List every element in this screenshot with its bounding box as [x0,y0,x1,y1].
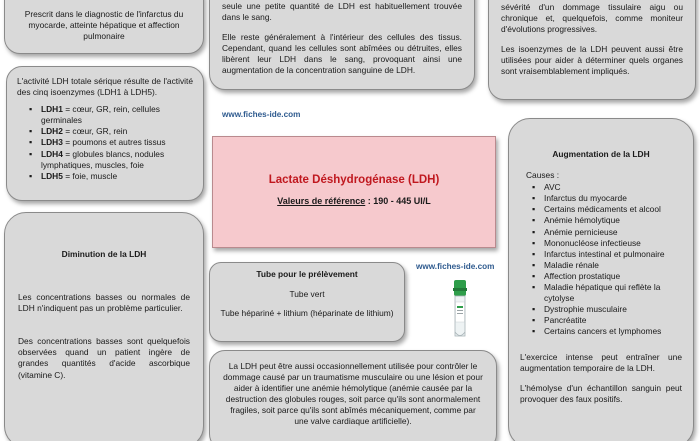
diminution-text-1: Les concentrations basses ou normales de LDH n'indiquent pas un problème particulier. [18,292,190,314]
usage-card [209,350,497,441]
isoenzymes-use-text-1: sévérité d'un dommage tissulaire aigu ou chronique et, quelquefois, comme moniteur d'évolutions progressives. [501,2,683,35]
causes-list [520,182,682,337]
usage-text: La LDH peut être aussi occasionnellement utilisée pour contrôler le dommage causé par un traumatisme musculaire ou une lésion et pour aider à identifier une anémie hémolytique (anémie causée par la destruction des globules rouges, soit parce qu'ils sont anormalement fragiles, soit parce qu'ils sont abîmés mécaniquement, comme par une valve cardiaque artificielle). [223,361,483,427]
list-item: ▪ Affection prostatique [520,271,682,282]
diagnosis-card [4,0,204,54]
isoenzymes-list [17,104,193,182]
reference-label: Valeurs de référence [277,196,366,207]
list-item: ▪ Dystrophie musculaire [520,304,682,315]
diagnosis-text: Prescrit dans le diagnostic de l'infarctus du myocarde, atteinte hépatique et affection pulmonaire [24,9,184,42]
tube-label [456,302,465,322]
reference-values [213,196,495,208]
isoenzymes-use-card [488,0,696,100]
ldh-blood-card [209,0,475,90]
isoenzymes-intro: L'activité LDH totale sérique résulte de l'activité des cinq isoenzymes (LDH1 à LDH5). [17,76,193,98]
isoenzymes-card [6,66,204,201]
blood-tube-icon [438,276,482,346]
list-item: ▪ Pancréatite [520,315,682,326]
list-item: ▪ Certains médicaments et alcool [520,204,682,215]
tube-card [209,262,405,342]
diminution-text-2: Des concentrations basses sont quelquefois observées quand un patient ingère de grandes quantités d'acide ascorbique (vitamine C). [18,336,190,380]
reference-value: : 190 - 445 UI/L [365,196,431,207]
list-item: ▪ LDH3 = poumons et autres tissus [17,137,193,148]
diminution-title: Diminution de la LDH [61,249,147,259]
list-item: ▪ Infarctus intestinal et pulmonaire [520,249,682,260]
tube-line-2: Tube hépariné + lithium (héparinate de lithium) [220,308,394,319]
ldh-blood-text-2: Elle reste généralement à l'intérieur des cellules des tissus. Cependant, quand les cellules sont abîmées ou détruites, elles libèrent leur LDH dans le sang, provoquant ainsi une augmentation de la concentration sanguine de LDH. [222,32,462,76]
list-item: ▪ LDH5 = foie, muscle [17,171,193,182]
list-item: ▪ AVC [520,182,682,193]
list-item: ▪ Anémie pernicieuse [520,227,682,238]
ldh-blood-text-1: seule une petite quantité de LDH est habituellement trouvée dans le sang. [222,1,462,23]
tube-title: Tube pour le prélèvement [256,269,358,279]
page-title: Lactate Déshydrogénase (LDH) [268,174,440,186]
website-link[interactable]: www.fiches-ide.com [222,110,301,119]
tube-line-1: Tube vert [289,289,325,300]
list-item: ▪ Infarctus du myocarde [520,193,682,204]
exercise-text: L'exercice intense peut entraîner une augmentation temporaire de la LDH. [520,351,682,373]
hemolysis-text: L'hémolyse d'un échantillon sanguin peut provoquer des faux positifs. [520,382,682,404]
list-item: ▪ Maladie rénale [520,260,682,271]
list-item: ▪ Certains cancers et lymphomes [520,326,682,337]
list-item: ▪ Mononucléose infectieuse [520,238,682,249]
diminution-card [4,212,204,441]
isoenzymes-use-text-2: Les isoenzymes de la LDH peuvent aussi être utilisées pour aider à déterminer quels organes sont vraisemblablement impliqués. [501,44,683,77]
list-item: ▪ LDH2 = cœur, GR, rein [17,126,193,137]
augmentation-title: Augmentation de la LDH [552,149,650,159]
website-link[interactable]: www.fiches-ide.com [416,262,495,271]
title-box [212,136,496,248]
list-item: ▪ Anémie hémolytique [520,215,682,226]
augmentation-card [508,118,694,441]
list-item: ▪ LDH1 = cœur, GR, rein, cellules germinales [17,104,193,126]
causes-label: Causes : [526,170,560,181]
list-item: ▪ Maladie hépatique qui reflète la cytolyse [520,282,682,304]
list-item: ▪ LDH4 = globules blancs, nodules lymphatiques, muscles, foie [17,149,193,171]
